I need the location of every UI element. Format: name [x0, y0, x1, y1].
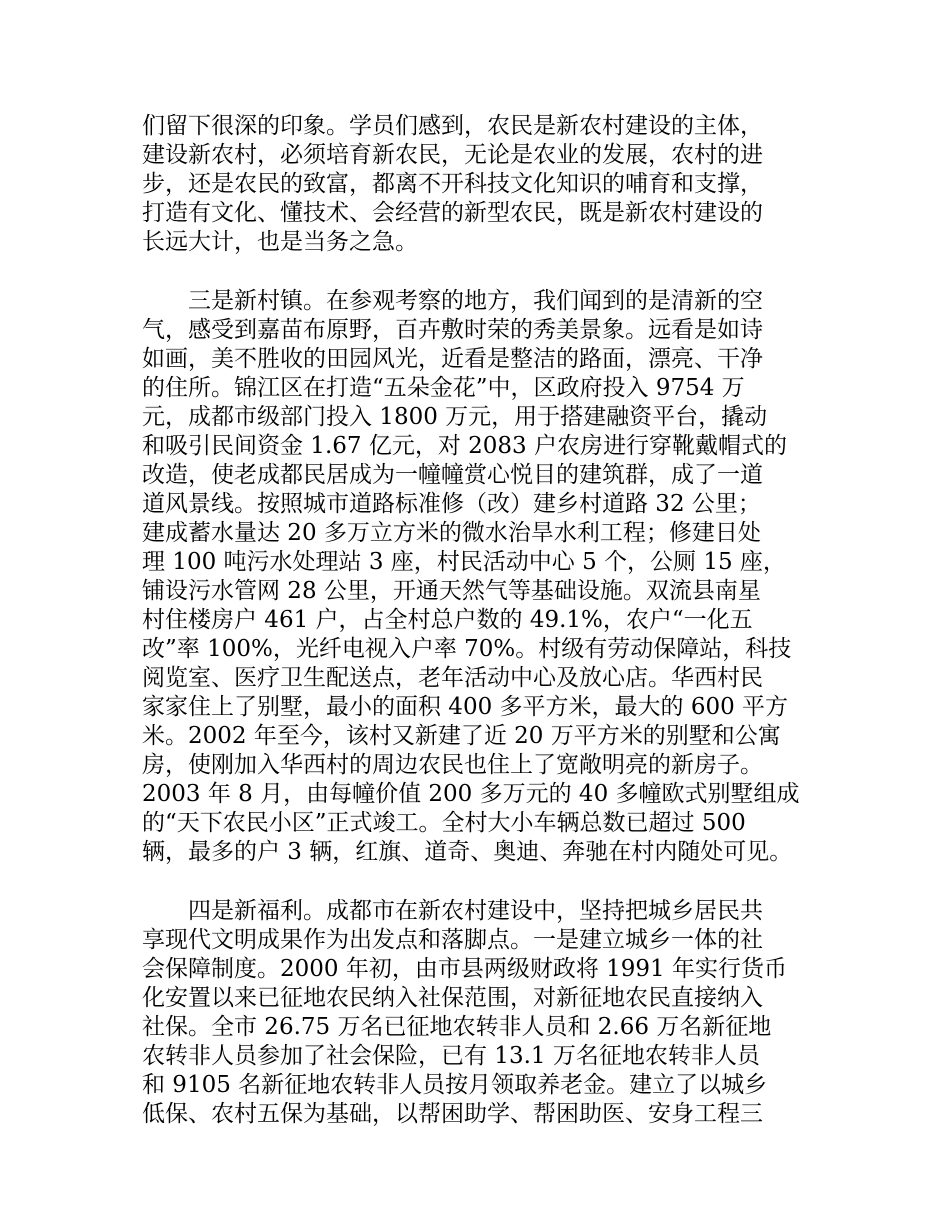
text-line: 的住所。锦江区在打造“五朵金花”中，区政府投入 9754 万 — [142, 375, 745, 401]
text-line: 如画，美不胜收的田园风光，近看是整洁的路面，漂亮、干净 — [142, 346, 763, 372]
text-line: 铺设污水管网 28 公里，开通天然气等基础设施。双流县南星 — [142, 578, 761, 604]
text-line: 村住楼房户 461 户，占全村总户数的 49.1%，农户“一化五 — [142, 607, 753, 633]
text-line: 房，使刚加入华西村的周边农民也住上了宽敞明亮的新房子。 — [142, 752, 763, 778]
text-line: 元，成都市级部门投入 1800 万元，用于搭建融资平台，撬动 — [142, 404, 768, 430]
text-line: 辆，最多的户 3 辆，红旗、道奇、奥迪、奔驰在村内随处可见。 — [142, 839, 793, 865]
paragraph-new-villages — [142, 287, 827, 867]
text-line: 理 100 吨污水处理站 3 座，村民活动中心 5 个，公厕 15 座， — [142, 549, 786, 575]
text-line: 气，感受到嘉苗布原野，百卉敷时荣的秀美景象。远看是如诗 — [142, 317, 763, 343]
text-line: 三是新村镇。在参观考察的地方，我们闻到的是清新的空 — [142, 288, 763, 314]
text-line: 改”率 100%，光纤电视入户率 70%。村级有劳动保障站，科技 — [142, 636, 792, 662]
text-line: 享现代文明成果作为出发点和落脚点。一是建立城乡一体的社 — [142, 927, 763, 953]
text-line: 打造有文化、懂技术、会经营的新型农民，既是新农村建设的 — [142, 200, 763, 226]
text-line: 米。2002 年至今，该村又新建了近 20 万平方米的别墅和公寓 — [142, 723, 781, 749]
text-line: 社保。全市 26.75 万名已征地农转非人员和 2.66 万名新征地 — [142, 1014, 772, 1040]
text-line: 改造，使老成都民居成为一幢幢赏心悦目的建筑群，成了一道 — [142, 462, 763, 488]
text-line: 2003 年 8 月，由每幢价值 200 多万元的 40 多幢欧式别墅组成 — [142, 781, 800, 807]
text-line: 家家住上了别墅，最小的面积 400 多平方米，最大的 600 平方 — [142, 694, 789, 720]
text-line: 四是新福利。成都市在新农村建设中，坚持把城乡居民共 — [142, 898, 763, 924]
text-line: 和吸引民间资金 1.67 亿元，对 2083 户农房进行穿靴戴帽式的 — [142, 433, 787, 459]
text-line: 建设新农村，必须培育新农民，无论是农业的发展，农村的进 — [142, 142, 763, 168]
text-line: 道风景线。按照城市道路标准修（改）建乡村道路 32 公里； — [142, 491, 761, 517]
text-line: 步，还是农民的致富，都离不开科技文化知识的哺育和支撑， — [142, 171, 763, 197]
text-line: 的“天下农民小区”正式竣工。全村大小车辆总数已超过 500 — [142, 810, 746, 836]
text-line: 会保障制度。2000 年初，由市县两级财政将 1991 年实行货币 — [142, 956, 787, 982]
text-line: 和 9105 名新征地农转非人员按月领取养老金。建立了以城乡 — [142, 1072, 768, 1098]
paragraph-farmer-education — [142, 112, 827, 257]
text-line: 农转非人员参加了社会保险，已有 13.1 万名征地农转非人员 — [142, 1043, 760, 1069]
paragraph-new-welfare — [142, 897, 827, 1129]
text-line: 长远大计，也是当务之急。 — [142, 229, 418, 255]
text-line: 阅览室、医疗卫生配送点，老年活动中心及放心店。华西村民 — [142, 665, 763, 691]
text-line: 们留下很深的印象。学员们感到，农民是新农村建设的主体， — [142, 113, 763, 139]
text-line: 低保、农村五保为基础，以帮困助学、帮困助医、安身工程三 — [142, 1101, 763, 1127]
text-line: 化安置以来已征地农民纳入社保范围，对新征地农民直接纳入 — [142, 985, 763, 1011]
text-line: 建成蓄水量达 20 多万立方米的微水治旱水利工程；修建日处 — [142, 520, 761, 546]
document-page — [142, 112, 827, 1159]
